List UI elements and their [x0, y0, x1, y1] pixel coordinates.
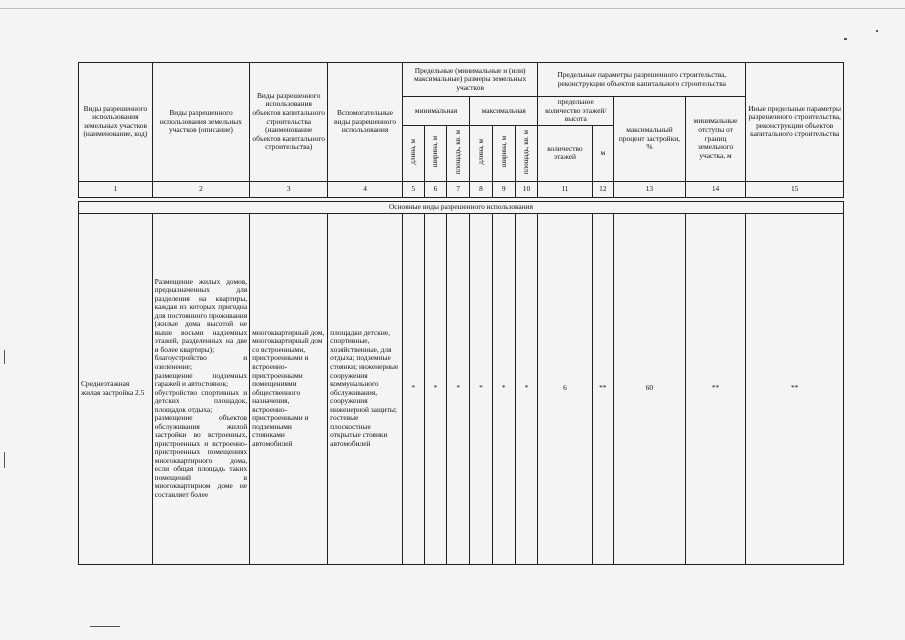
header-building-parameters: Предельные параметры разрешенного строительства, реконструкции объектов капитального строительства — [538, 63, 746, 97]
header-building-use-type: Виды разрешенного использования объектов капитального строительства (наименование объектов капитального строительства) — [250, 63, 328, 182]
header-minimum: минимальная — [402, 97, 469, 126]
header-min-width: ширина, м — [424, 125, 447, 181]
description-paragraph: Размещение жилых домов, предназначенных для разделения на квартиры, каждая из которых пригодна для постоянного проживания (жилые дома высотой не выше восьми надземных этажей, разделенных на две и более квартиры); — [154, 276, 248, 354]
cell-coverage: 60 — [614, 213, 686, 564]
column-number: 8 — [470, 181, 493, 197]
header-coverage: максимальный процент застройки, % — [614, 97, 686, 182]
scan-artifact — [90, 626, 120, 627]
column-number: 9 — [492, 181, 515, 197]
cell-min-length: * — [402, 213, 424, 564]
column-number: 5 — [402, 181, 424, 197]
description-paragraph: размещение подземных гаражей и автостоянок; — [154, 370, 248, 389]
header-auxiliary-use: Вспомогательные виды разрешенного использования — [328, 63, 403, 182]
header-floor-count: количество этажей — [538, 125, 592, 181]
header-height-m: м — [592, 125, 614, 181]
column-number: 1 — [79, 181, 153, 197]
column-number: 3 — [250, 181, 328, 197]
cell-max-width: * — [492, 213, 515, 564]
scan-artifact — [844, 38, 847, 40]
cell-land-use-description — [152, 213, 250, 564]
header-min-area: площадь, кв. м — [447, 125, 470, 181]
column-numbers-row — [79, 181, 844, 197]
header-setbacks: минимальные отступы от границ земельного участка, м — [685, 97, 746, 182]
cell-min-width: * — [424, 213, 447, 564]
scan-edge-line — [0, 8, 905, 9]
header-max-area: площадь, кв. м — [515, 125, 538, 181]
cell-setbacks: ** — [685, 213, 746, 564]
cell-floor-count: 6 — [538, 213, 592, 564]
column-number: 13 — [614, 181, 686, 197]
column-number: 7 — [447, 181, 470, 197]
header-plot-size-limits: Предельные (минимальные и (или) максимальные) размеры земельных участков — [402, 63, 537, 97]
header-max-width: ширина, м — [492, 125, 515, 181]
header-land-use-type: Виды разрешенного использования земельных участков (наименование, код) — [79, 63, 153, 182]
cell-auxiliary-uses: площадки детские, спортивные, хозяйственные, для отдыха; подземные стоянки; инженерные сооружения коммунального обслуживания, сооружения инженерной защиты; гостевые плоскостные открытые стоянки автомобилей — [328, 213, 403, 564]
description-paragraph: размещение объектов обслуживания жилой застройки во встроенных, пристроенных и встроенно-пристроенных помещениях многоквартирного дома, если общая площадь таких помещений в многоквартирном доме не составляет более — [154, 413, 248, 499]
column-number: 12 — [592, 181, 614, 197]
scan-artifact — [4, 350, 5, 364]
column-number: 14 — [685, 181, 746, 197]
description-paragraph: благоустройство и озеленение; — [154, 353, 248, 371]
cell-max-area: * — [515, 213, 538, 564]
header-min-length: длина, м — [402, 125, 424, 181]
cell-building-types: многоквартирный дом, многоквартирный дом со встроенными, пристроенными и встроенно-пристроенными помещениями общественного назначения, встроенно-пристроенными и подземными стоянками автомобилей — [250, 213, 328, 564]
table-row — [79, 213, 844, 564]
cell-max-length: * — [470, 213, 493, 564]
land-use-regulations-table — [78, 62, 844, 565]
column-number: 11 — [538, 181, 592, 197]
description-paragraph: обустройство спортивных и детских площадок, площадок отдыха; — [154, 387, 248, 414]
scan-artifact — [4, 452, 5, 468]
cell-min-area: * — [447, 213, 470, 564]
column-number: 15 — [746, 181, 844, 197]
column-number: 10 — [515, 181, 538, 197]
column-number: 6 — [424, 181, 447, 197]
header-max-length: длина, м — [470, 125, 493, 181]
scan-artifact — [876, 30, 878, 32]
header-maximum: максимальная — [470, 97, 538, 126]
cell-height: ** — [592, 213, 614, 564]
cell-other-parameters: ** — [746, 213, 844, 564]
header-floors-height: предельное количество этажей/высота — [538, 97, 614, 126]
header-other-parameters: Иные предельные параметры разрешенного строительства, реконструкции объектов капитального строительства — [746, 63, 844, 182]
column-number: 4 — [328, 181, 403, 197]
column-number: 2 — [152, 181, 250, 197]
header-land-use-description: Виды разрешенного использования земельных участков (описание) — [152, 63, 250, 182]
section-title: Основные виды разрешенного использования — [79, 201, 844, 213]
cell-land-use-name: Среднеэтажная жилая застройка 2.5 — [79, 213, 153, 564]
